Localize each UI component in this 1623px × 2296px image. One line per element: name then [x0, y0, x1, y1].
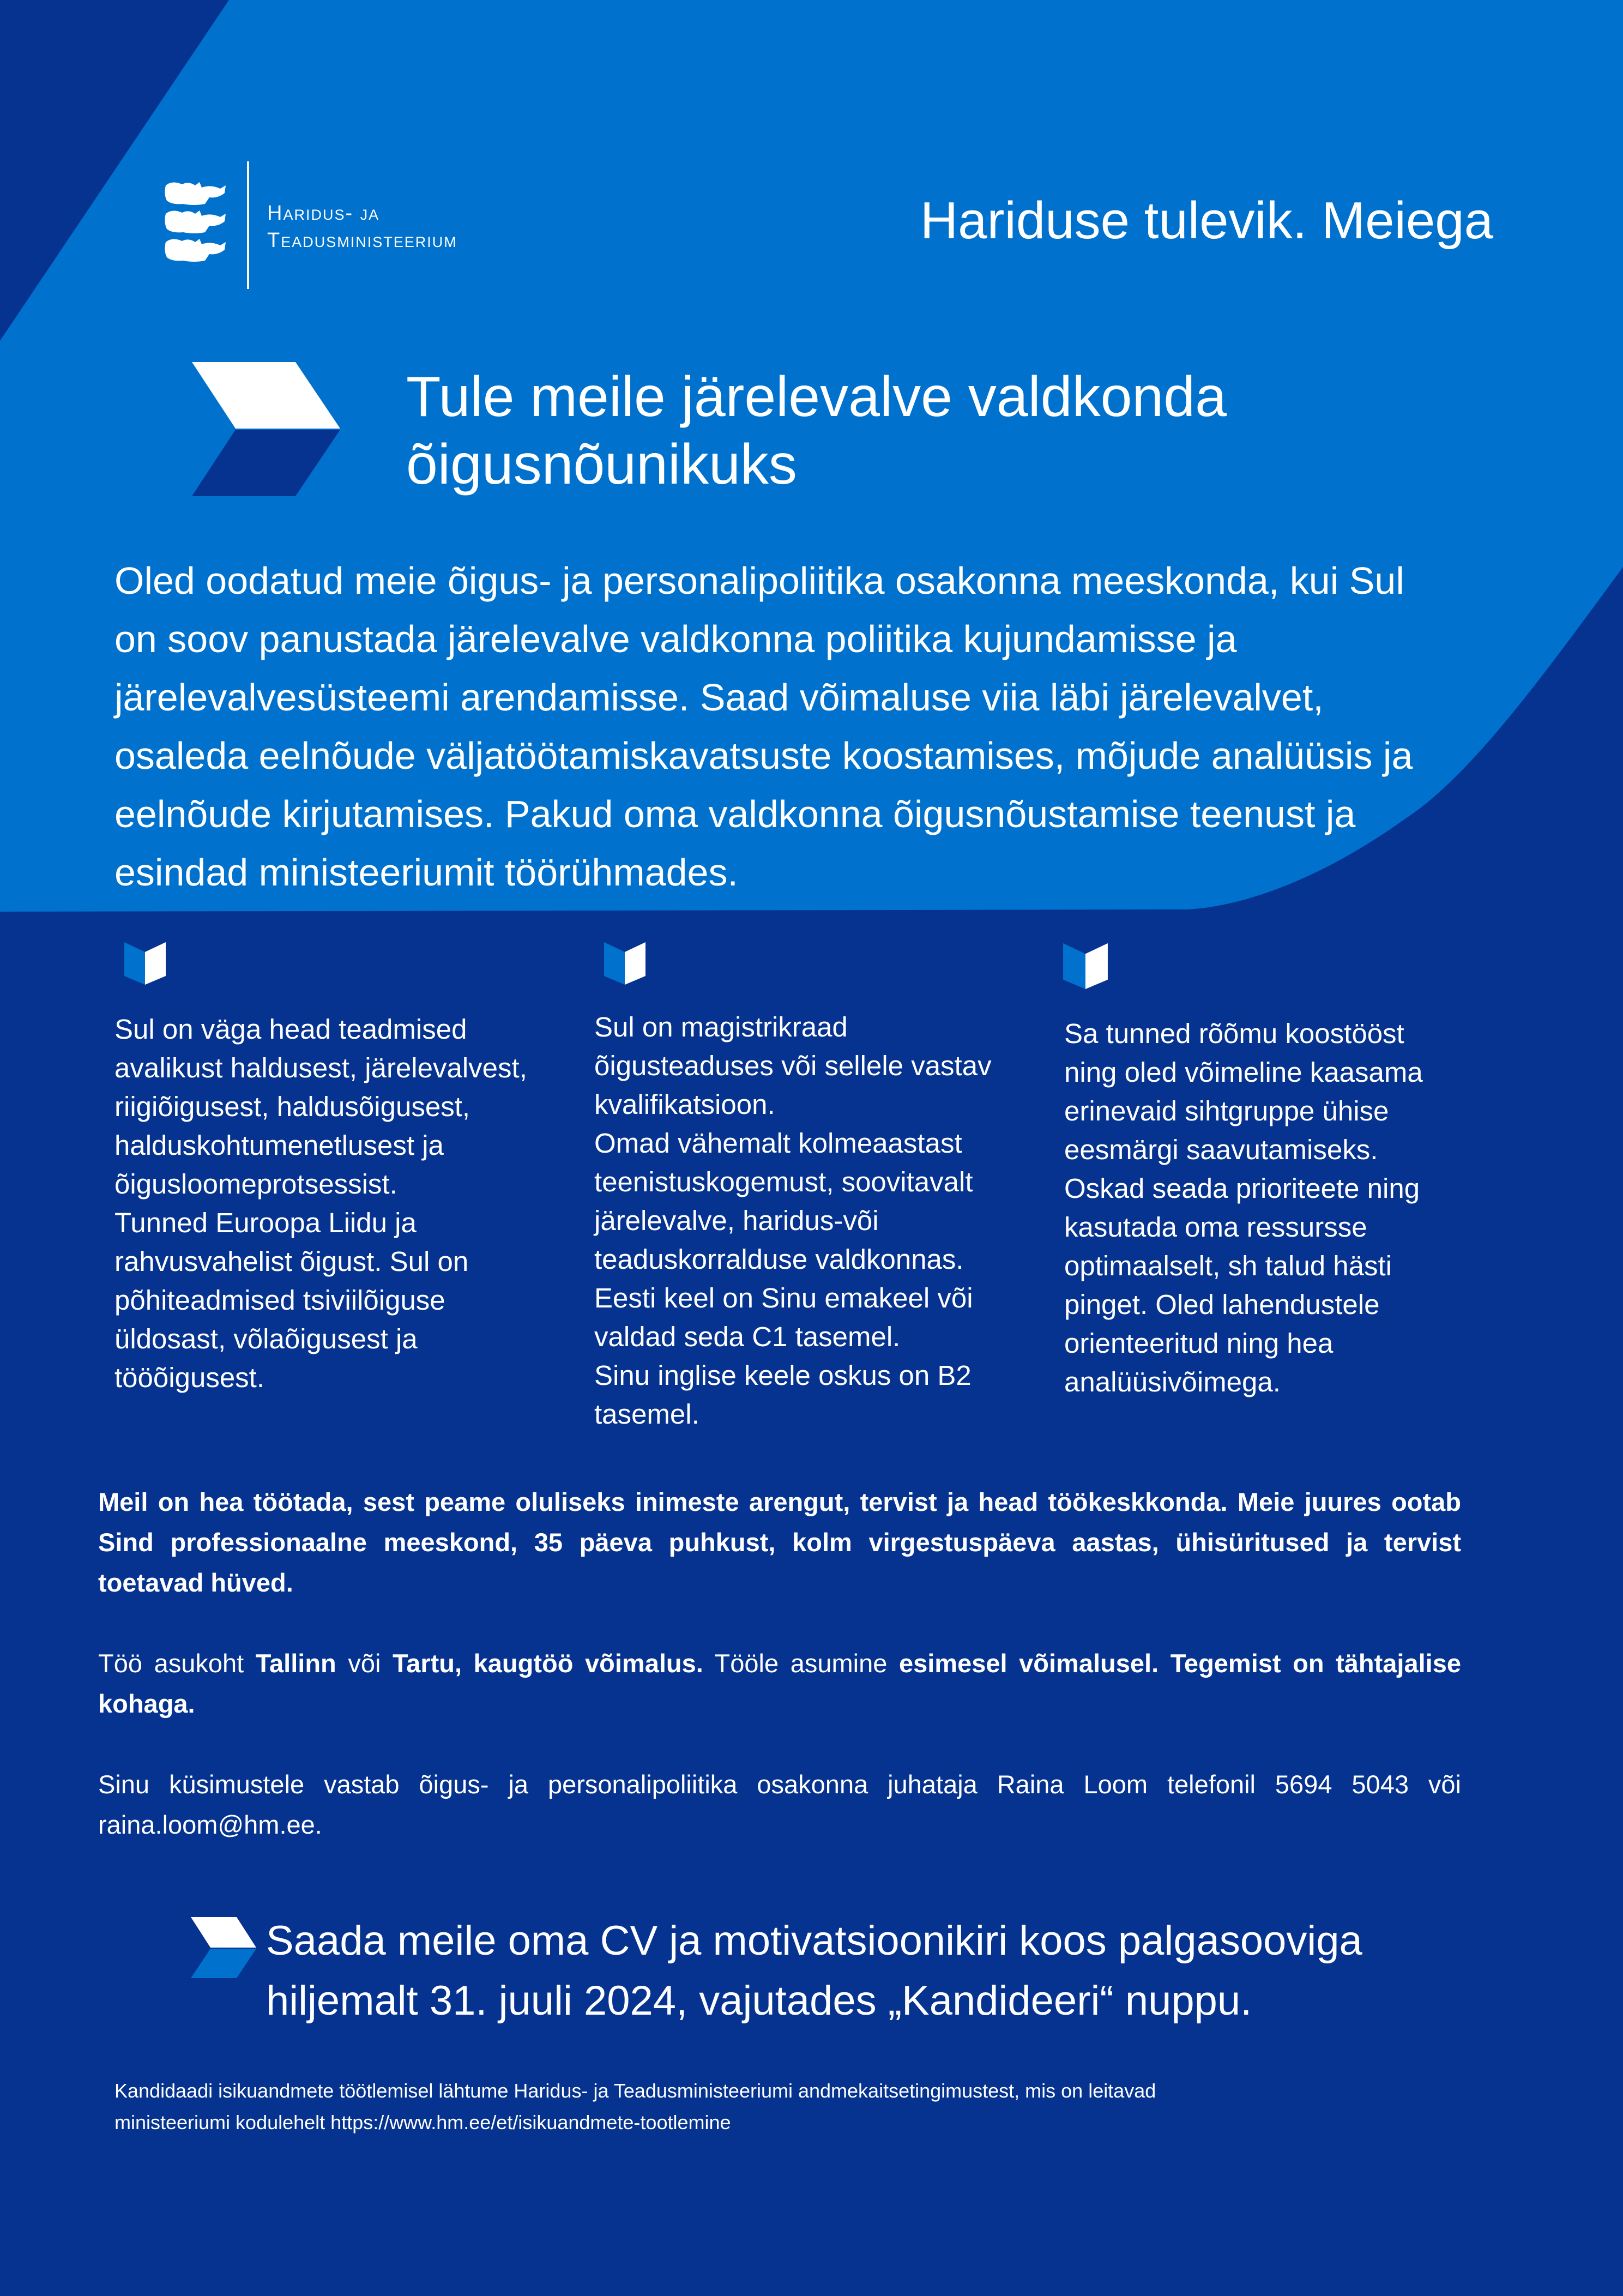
column-line: rahvusvahelist õigust. Sul on: [114, 1246, 469, 1277]
tagline: Hariduse tulevik. Meiega: [920, 191, 1493, 250]
column-line: Sinu inglise keele oskus on B2: [594, 1360, 972, 1391]
column-line: valdad seda C1 tasemel.: [594, 1321, 901, 1352]
chevron-icon: [191, 1917, 256, 1978]
requirements-column-2: [594, 1008, 1041, 1433]
bookmark-icon: [1063, 943, 1108, 989]
ministry-name-line1: Haridus- ja: [267, 202, 380, 225]
column-line: põhiteadmised tsiviilõiguse: [114, 1285, 445, 1316]
benefits-text: Meil on hea töötada, sest peame oluliseks inimeste arengut, tervist ja head töökeskkonda. Meie juures ootab Sind professionaalne meeskond, 35 päeva puhkust, kolm virgestuspäeva aastas, ühisüritused ja tervist toetavad hüved.: [98, 1487, 1461, 1597]
cta-line2: hiljemalt 31. juuli 2024, vajutades „Kandideeri“ nuppu.: [266, 1978, 1252, 2024]
column-line: tasemel.: [594, 1399, 699, 1430]
footnote-line1: Kandidaadi isikuandmete töötlemisel lähtume Haridus- ja Teadusministeeriumi andmekaitsetingimustest, mis on leitavad: [114, 2080, 1156, 2102]
benefits-paragraph: [98, 1482, 1461, 1603]
page-title-line2: õigusnõunikuks: [406, 433, 797, 496]
column-line: Sul on magistrikraad: [594, 1011, 848, 1042]
cta-line1: Saada meile oma CV ja motivatsioonikiri koos palgasooviga: [266, 1918, 1362, 1964]
column-line: õigusloomeprotsessist.: [114, 1168, 397, 1200]
column-line: Oskad seada prioriteete ning: [1064, 1173, 1420, 1204]
column-line: üldosast, võlaõigusest ja: [114, 1323, 418, 1354]
column-line: ning oled võimeline kaasama: [1064, 1057, 1423, 1088]
column-line: optimaalselt, sh talud hästi: [1064, 1250, 1392, 1281]
bookmark-icon: [604, 942, 645, 985]
column-line: eesmärgi saavutamiseks.: [1064, 1134, 1378, 1165]
requirements-column-3: [1064, 1014, 1511, 1401]
column-line: analüüsivõimega.: [1064, 1366, 1281, 1397]
column-line: erinevaid sihtgruppe ühise: [1064, 1095, 1389, 1126]
privacy-footnote: [114, 2075, 1368, 2138]
column-line: teaduskorralduse valdkonnas.: [594, 1244, 964, 1275]
column-line: pinget. Oled lahendustele: [1064, 1289, 1380, 1320]
benefits-section: [98, 1482, 1461, 1885]
requirements-column-1: [114, 1010, 562, 1397]
chevron-icon: [192, 362, 340, 496]
column-line: riigiõigusest, haldusõigusest,: [114, 1091, 470, 1122]
location-city-2: Tartu, kaugtöö võimalus.: [393, 1649, 703, 1678]
column-line: Sul on väga head teadmised: [114, 1014, 467, 1045]
location-paragraph: [98, 1643, 1461, 1724]
ministry-name-line2: Teadusministeerium: [267, 229, 457, 252]
footnote-line2: ministeeriumi kodulehelt https://www.hm.ee/et/isikuandmete-tootlemine: [114, 2111, 731, 2134]
start-text: Tööle asumine: [703, 1649, 899, 1678]
column-line: õigusteaduses või sellele vastav: [594, 1050, 992, 1081]
bookmark-icon: [124, 942, 166, 985]
contact-paragraph: Sinu küsimustele vastab õigus- ja personalipoliitika osakonna juhataja Raina Loom telefonil 5694 5043 või raina.loom@hm.ee.: [98, 1770, 1461, 1839]
column-line: halduskohtumenetlusest ja: [114, 1130, 444, 1161]
column-line: kvalifikatsioon.: [594, 1089, 775, 1120]
page-title: [406, 363, 1387, 498]
column-line: avalikust haldusest, järelevalvest,: [114, 1052, 527, 1083]
column-line: tööõigusest.: [114, 1362, 265, 1393]
column-line: järelevalve, haridus-või: [594, 1205, 879, 1236]
location-text: Töö asukoht: [98, 1649, 256, 1678]
ministry-name: [267, 200, 457, 254]
location-text: või: [336, 1649, 393, 1678]
column-line: orienteeritud ning hea: [1064, 1328, 1334, 1359]
column-line: Omad vähemalt kolmeaastast: [594, 1128, 962, 1159]
start-value: esimesel võimalusel. Tegemist on tähtajalise kohaga.: [98, 1649, 1462, 1718]
column-line: Sa tunned rõõmu koostööst: [1064, 1018, 1404, 1049]
column-line: kasutada oma ressursse: [1064, 1212, 1367, 1243]
page-title-line1: Tule meile järelevalve valdkonda: [406, 365, 1227, 429]
intro-paragraph: Oled oodatud meie õigus- ja personalipoliitika osakonna meeskonda, kui Sul on soov panustada järelevalve valdkonna poliitika kujundamisse ja järelevalvesüsteemi arendamisse. Saad võimaluse viia läbi järelevalvet, osaleda eelnõude väljatöötamiskavatsuste koostamises, mõjude analüüsis ja eelnõude kirjutamises. Pakud oma valdkonna õigusnõustamise teenust ja esindad ministeeriumit töörühmades.: [114, 559, 1413, 894]
location-city-1: Tallinn: [255, 1649, 336, 1678]
column-line: teenistuskogemust, soovitavalt: [594, 1166, 973, 1197]
coat-of-arms-icon: [161, 180, 230, 269]
column-line: Eesti keel on Sinu emakeel või: [594, 1282, 973, 1313]
call-to-action: [266, 1911, 1465, 2031]
column-line: Tunned Euroopa Liidu ja: [114, 1207, 417, 1238]
logo-divider: [247, 161, 249, 289]
